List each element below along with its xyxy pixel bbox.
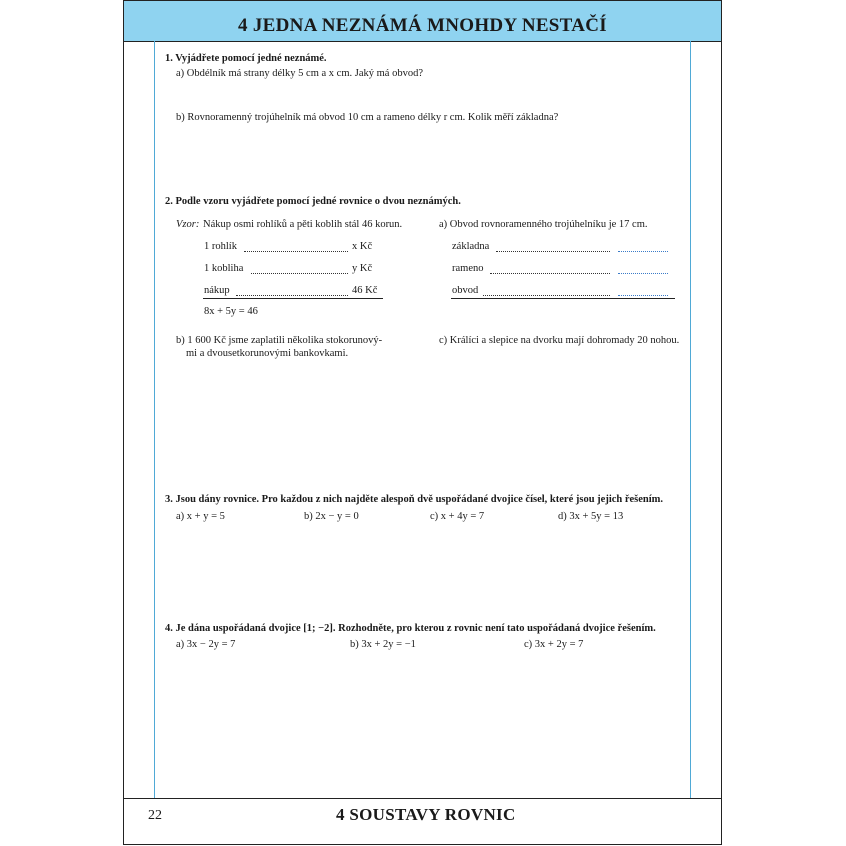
task2-a-row1-answer-field[interactable] [618,243,668,252]
vzor-row1-label: 1 rohlík [204,241,237,252]
chapter-header [124,1,721,42]
task2-a-row2-dots [490,265,610,274]
vzor-sum-rule [203,298,383,299]
task2-a-row1-label: základna [452,241,490,252]
task2-a-row1-dots [496,243,610,252]
section-title: 4 SOUSTAVY ROVNIC [336,805,516,824]
vzor-row1-value: x Kč [352,241,373,252]
page-frame [123,0,722,845]
task3-a: a) x + y = 5 [176,511,225,522]
vzor-row3-label: nákup [204,285,230,296]
vzor-text: Nákup osmi rohlíků a pěti koblih stál 46 korun. [203,219,403,230]
task4-a: a) 3x − 2y = 7 [176,639,236,650]
vzor-row3-dots [236,287,348,296]
task2-a-row3-label: obvod [452,285,479,296]
left-margin-line [154,41,155,798]
footer-divider [124,798,721,799]
task1-heading: 1. Vyjádřete pomocí jedné neznámé. [165,53,327,64]
page-number: 22 [148,808,162,823]
task2-a-row3-dots [483,287,610,296]
task1-a: a) Obdélník má strany délky 5 cm a x cm. Jaký má obvod? [176,68,423,79]
task2-a-row2-label: rameno [452,263,484,274]
vzor-row2-dots [251,265,348,274]
task2-c: c) Králíci a slepice na dvorku mají dohromady 20 nohou. [439,335,680,346]
vzor-row1-dots [244,243,348,252]
task3-c: c) x + 4y = 7 [430,511,485,522]
task2-a-text: a) Obvod rovnoramenného trojúhelníku je 17 cm. [439,219,648,230]
vzor-row3-value: 46 Kč [352,285,378,296]
task2-heading: 2. Podle vzoru vyjádřete pomocí jedné rovnice o dvou neznámých. [165,196,461,207]
vzor-row2-label: 1 kobliha [204,263,244,274]
task3-d: d) 3x + 5y = 13 [558,511,624,522]
task2-b-line1: b) 1 600 Kč jsme zaplatili několika stokorunový- [176,335,383,346]
task4-c: c) 3x + 2y = 7 [524,639,584,650]
vzor-row2-value: y Kč [352,263,373,274]
vzor-label: Vzor: [176,219,200,230]
task4-b: b) 3x + 2y = −1 [350,639,416,650]
task4-heading: 4. Je dána uspořádaná dvojice [1; −2]. Rozhodněte, pro kterou z rovnic není tato uspořádaná dvojice řešením. [165,623,656,634]
task2-b-line2: mi a dvousetkorunovými bankovkami. [186,348,349,359]
chapter-title: 4 JEDNA NEZNÁMÁ MNOHDY NESTAČÍ [238,15,607,36]
vzor-equation: 8x + 5y = 46 [204,306,258,317]
right-margin-line [690,41,691,798]
task3-heading: 3. Jsou dány rovnice. Pro každou z nich najděte alespoň dvě uspořádané dvojice čísel, které jsou jejich řešením. [165,494,664,505]
task1-b: b) Rovnoramenný trojúhelník má obvod 10 cm a rameno délky r cm. Kolik měří základna? [176,112,559,123]
task3-b: b) 2x − y = 0 [304,511,359,522]
task2-a-sum-rule [451,298,675,299]
task2-a-row2-answer-field[interactable] [618,265,668,274]
task2-a-row3-answer-field[interactable] [618,287,668,296]
